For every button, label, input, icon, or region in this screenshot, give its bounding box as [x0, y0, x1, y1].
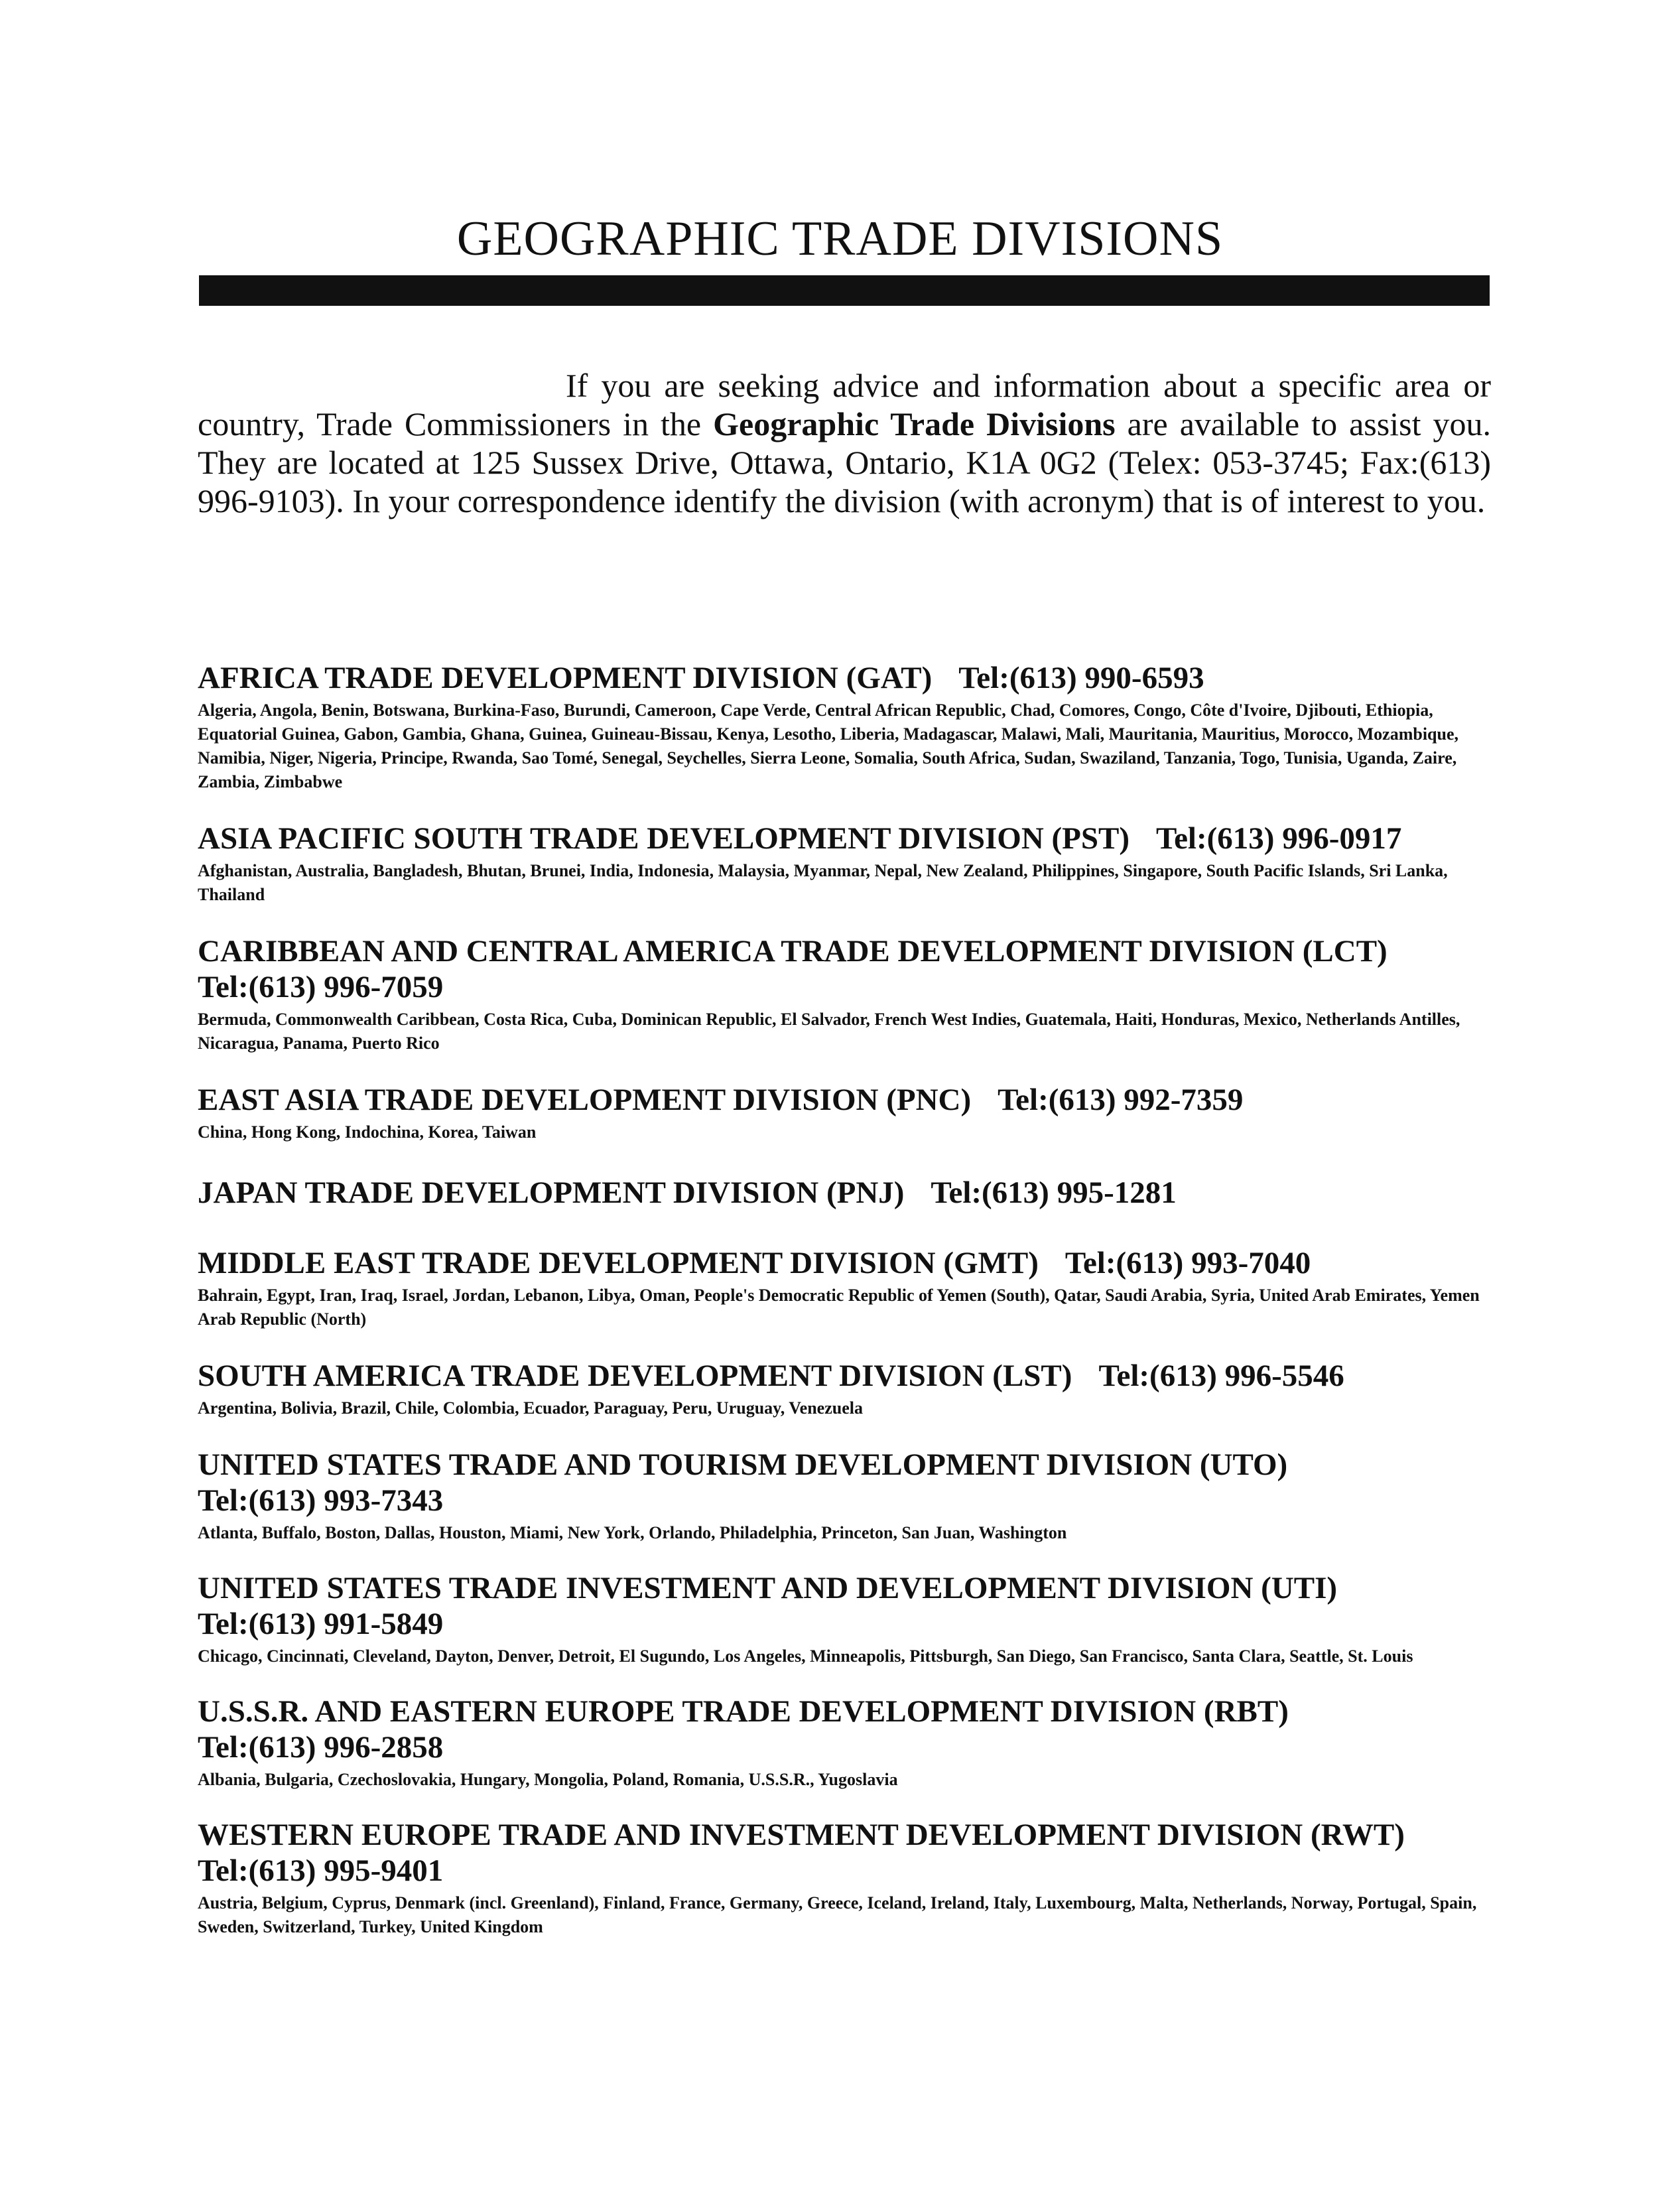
division-countries: Albania, Bulgaria, Czechoslovakia, Hungary, Mongolia, Poland, Romania, U.S.S.R., Yugoslavia — [198, 1770, 898, 1789]
division-countries: Afghanistan, Australia, Bangladesh, Bhutan, Brunei, India, Indonesia, Malaysia, Myanmar, Nepal, New Zealand, Philippines, Singapore, South Pacific Islands, Sri Lanka, Thailand — [198, 861, 1448, 904]
division-entry — [198, 1694, 1491, 1792]
intro-bold-text: Geographic Trade Divisions — [713, 405, 1116, 442]
division-name: U.S.S.R. AND EASTERN EUROPE TRADE DEVELOPMENT DIVISION (RBT) — [198, 1694, 1289, 1729]
division-telephone: Tel:(613) 995-9401 — [198, 1853, 444, 1888]
division-heading — [198, 1817, 1491, 1889]
division-entry — [198, 1447, 1491, 1545]
division-telephone: Tel:(613) 996-5546 — [1098, 1359, 1344, 1393]
division-name: WESTERN EUROPE TRADE AND INVESTMENT DEVELOPMENT DIVISION (RWT) — [198, 1818, 1405, 1852]
division-telephone: Tel:(613) 993-7343 — [198, 1483, 444, 1518]
division-countries: Bermuda, Commonwealth Caribbean, Costa Rica, Cuba, Dominican Republic, El Salvador, French West Indies, Guatemala, Haiti, Honduras, Mexico, Netherlands Antilles, Nicaragua, Panama, Puerto Rico — [198, 1010, 1460, 1053]
division-telephone: Tel:(613) 996-2858 — [198, 1730, 444, 1765]
division-name: UNITED STATES TRADE AND TOURISM DEVELOPMENT DIVISION (UTO) — [198, 1447, 1288, 1482]
division-telephone: Tel:(613) 992-7359 — [998, 1083, 1244, 1117]
division-countries: Bahrain, Egypt, Iran, Iraq, Israel, Jordan, Lebanon, Libya, Oman, People's Democratic Republic of Yemen (South), Qatar, Saudi Arabia, Syria, United Arab Emirates, Yemen Arab Republic (North) — [198, 1286, 1480, 1329]
division-heading — [198, 1175, 1491, 1211]
division-heading — [198, 1358, 1491, 1394]
division-name: JAPAN TRADE DEVELOPMENT DIVISION (PNJ) — [198, 1175, 905, 1210]
page-title: GEOGRAPHIC TRADE DIVISIONS — [456, 212, 1224, 266]
division-name: MIDDLE EAST TRADE DEVELOPMENT DIVISION (GMT) — [198, 1246, 1039, 1280]
division-name: EAST ASIA TRADE DEVELOPMENT DIVISION (PNC) — [198, 1083, 972, 1117]
division-telephone: Tel:(613) 993-7040 — [1065, 1246, 1311, 1280]
title-rule — [199, 275, 1490, 306]
division-countries: Argentina, Bolivia, Brazil, Chile, Colombia, Ecuador, Paraguay, Peru, Uruguay, Venezuela — [198, 1398, 863, 1418]
division-name: CARIBBEAN AND CENTRAL AMERICA TRADE DEVELOPMENT DIVISION (LCT) — [198, 934, 1388, 969]
intro-text-2: are available to assist you. They are located at 125 Sussex Drive, Ottawa, Ontario, K1A 0G2 (Telex: 053-3745; Fax:(613) 996-9103). In your correspondence identify the division (with acronym) that is of interest to you. — [198, 405, 1491, 519]
division-name: UNITED STATES TRADE INVESTMENT AND DEVELOPMENT DIVISION (UTI) — [198, 1571, 1338, 1605]
division-entry — [198, 1817, 1491, 1939]
intro-text-1: If you are seeking advice and information about a specific area or country, Trade Commissioners in the — [198, 367, 1491, 442]
division-countries: Algeria, Angola, Benin, Botswana, Burkina-Faso, Burundi, Cameroon, Cape Verde, Central African Republic, Chad, Comores, Congo, Côte d'Ivoire, Djibouti, Ethiopia, Equatorial Guinea, Gabon, Gambia, Ghana, Guinea, Guineau-Bissau, Kenya, Lesotho, Liberia, Madagascar, Malawi, Mali, Mauritania, Mauritius, Morocco, Mozambique, Namibia, Niger, Nigeria, Principe, Rwanda, Sao Tomé, Senegal, Seychelles, Sierra Leone, Somalia, South Africa, Sudan, Swaziland, Tanzania, Togo, Tunisia, Uganda, Zaire, Zambia, Zimbabwe — [198, 701, 1458, 791]
division-heading — [198, 821, 1491, 856]
division-telephone: Tel:(613) 990-6593 — [958, 661, 1204, 695]
division-heading — [198, 1694, 1491, 1765]
division-heading — [198, 1245, 1491, 1281]
division-telephone: Tel:(613) 991-5849 — [198, 1607, 444, 1641]
intro-paragraph — [198, 366, 1491, 520]
division-heading — [198, 1570, 1491, 1642]
division-countries: Austria, Belgium, Cyprus, Denmark (incl. Greenland), Finland, France, Germany, Greece, Iceland, Ireland, Italy, Luxembourg, Malta, Netherlands, Norway, Portugal, Spain, Sweden, Switzerland, Turkey, United Kingdom — [198, 1893, 1477, 1936]
division-name: SOUTH AMERICA TRADE DEVELOPMENT DIVISION (LST) — [198, 1359, 1072, 1393]
division-countries: Atlanta, Buffalo, Boston, Dallas, Houston, Miami, New York, Orlando, Philadelphia, Princeton, San Juan, Washington — [198, 1523, 1067, 1542]
division-countries: China, Hong Kong, Indochina, Korea, Taiwan — [198, 1122, 537, 1142]
division-heading — [198, 1447, 1491, 1518]
division-entry — [198, 1245, 1491, 1331]
division-entry — [198, 1358, 1491, 1420]
division-entry — [198, 1570, 1491, 1668]
division-countries: Chicago, Cincinnati, Cleveland, Dayton, Denver, Detroit, El Sugundo, Los Angeles, Minneapolis, Pittsburgh, San Diego, San Francisco, Santa Clara, Seattle, St. Louis — [198, 1646, 1413, 1666]
division-heading — [198, 1082, 1491, 1118]
division-list — [198, 634, 1491, 1939]
division-heading — [198, 933, 1491, 1005]
division-entry — [198, 1082, 1491, 1144]
division-heading — [198, 660, 1491, 696]
division-name: ASIA PACIFIC SOUTH TRADE DEVELOPMENT DIVISION (PST) — [198, 821, 1130, 856]
division-telephone: Tel:(613) 996-0917 — [1156, 821, 1402, 856]
division-entry — [198, 1175, 1491, 1211]
division-telephone: Tel:(613) 995-1281 — [931, 1175, 1177, 1210]
division-telephone: Tel:(613) 996-7059 — [198, 970, 444, 1004]
division-name: AFRICA TRADE DEVELOPMENT DIVISION (GAT) — [198, 661, 933, 695]
division-entry — [198, 933, 1491, 1055]
division-entry — [198, 660, 1491, 794]
division-entry — [198, 821, 1491, 907]
